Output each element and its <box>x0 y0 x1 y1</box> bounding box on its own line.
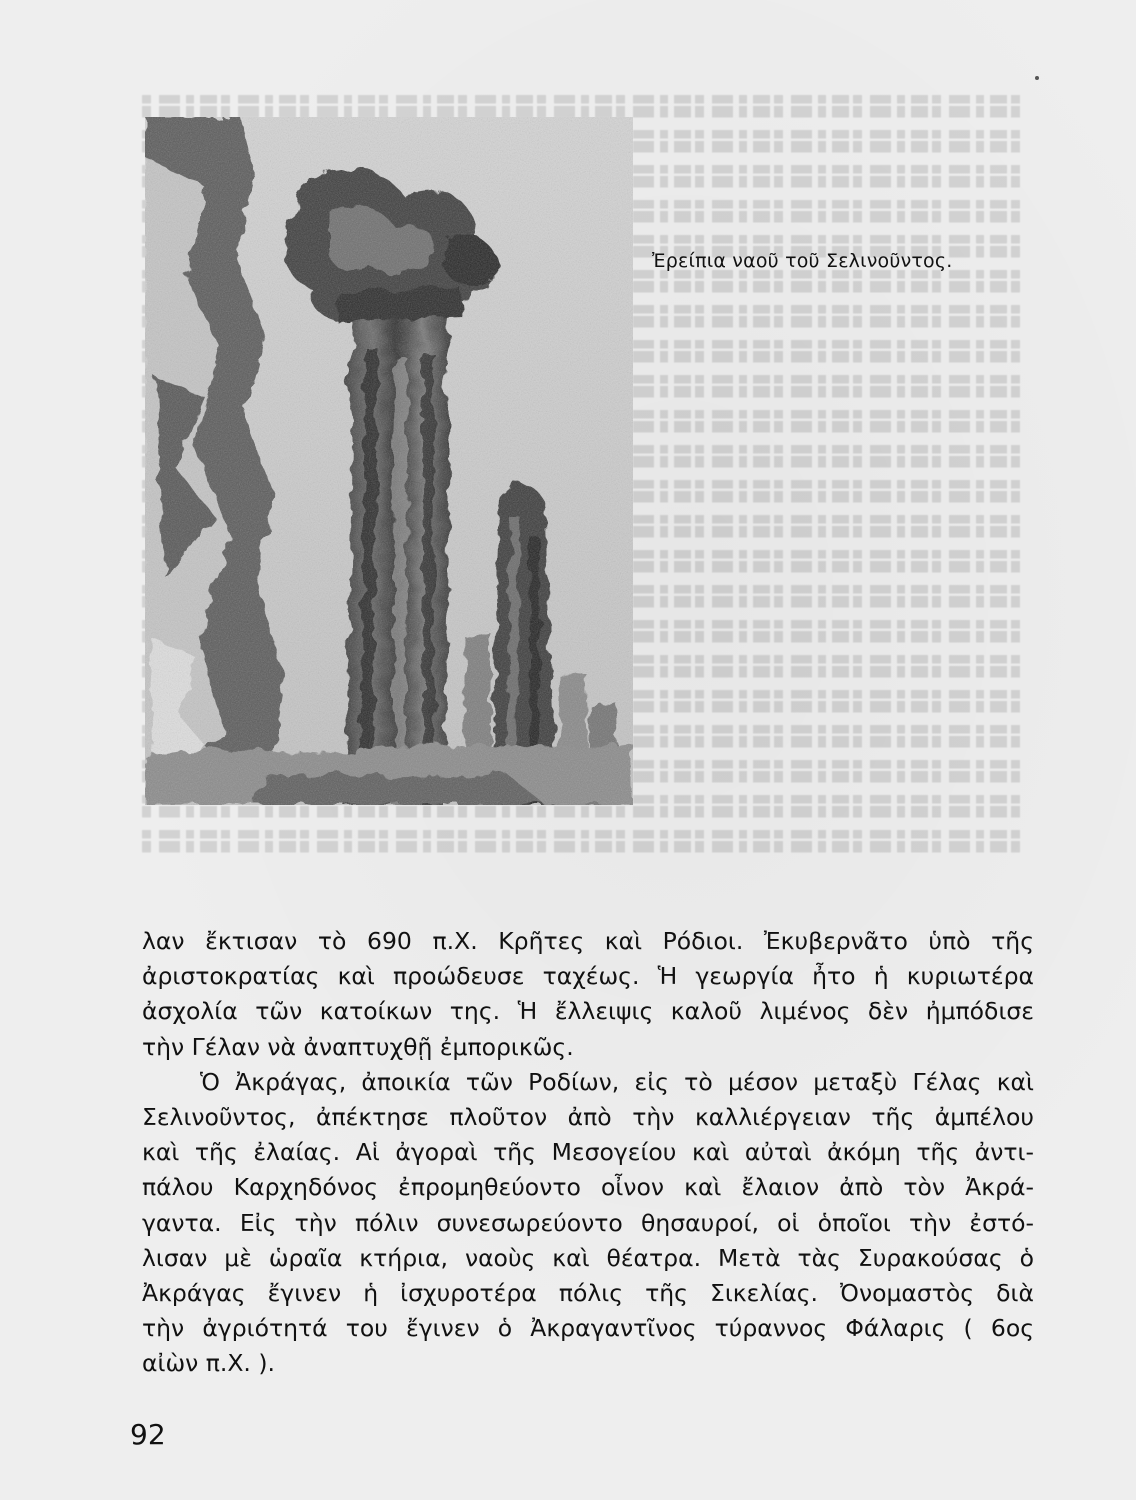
temple-ruins-photo <box>145 117 633 805</box>
text-line: καὶ τῆς ἐλαίας. Αἱ ἀγοραὶ τῆς Μεσογείου καὶ αὐταὶ ἀκόμη τῆς ἀντι- <box>142 1138 1034 1167</box>
text-line: Ἀκράγας ἔγινεν ἡ ἰσχυροτέρα πόλις τῆς Σικελίας. Ὀνομαστὸς διὰ <box>142 1278 1034 1307</box>
photo-caption: Ἐρείπια ναοῦ τοῦ Σελινοῦντος. <box>652 250 953 272</box>
text-line: λαν ἔκτισαν τὸ 690 π.Χ. Κρῆτες καὶ Ρόδιοι. Ἐκυβερνᾶτο ὑπὸ τῆς <box>142 927 1034 955</box>
text-line: ἀριστοκρατίας καὶ προώδευσε ταχέως. Ἡ γεωργία ἦτο ἡ κυριωτέρα <box>142 962 1034 991</box>
text-line: αἰὼν π.Χ. ). <box>142 1349 276 1378</box>
text-line: τὴν ἀγριότητά του ἔγινεν ὁ Ἀκραγαντῖνος τύραννος Φάλαρις ( 6ος <box>142 1314 1034 1343</box>
text-line: Ὁ Ἀκράγας, ἀποικία τῶν Ροδίων, εἰς τὸ μέσον μεταξὺ Γέλας καὶ <box>200 1067 1034 1096</box>
text-line: Σελινοῦντος, ἀπέκτησε πλοῦτον ἀπὸ τὴν καλλιέργειαν τῆς ἀμπέλου <box>142 1102 1034 1131</box>
body-text <box>142 924 1034 1381</box>
ink-speck <box>1035 76 1039 80</box>
page-number: 92 <box>130 1418 166 1451</box>
text-line: γαντα. Εἰς τὴν πόλιν συνεσωρεύοντο θησαυροί, οἱ ὁποῖοι τὴν ἐστό- <box>142 1208 1034 1237</box>
text-line: λισαν μὲ ὡραῖα κτήρια, ναοὺς καὶ θέατρα. Μετὰ τὰς Συρακούσας ὁ <box>142 1243 1034 1272</box>
text-line: πάλου Καρχηδόνος ἐπρομηθεύοντο οἶνον καὶ ἔλαιον ἀπὸ τὸν Ἀκρά- <box>142 1173 1034 1202</box>
text-line: ἀσχολία τῶν κατοίκων της. Ἡ ἔλλειψις καλοῦ λιμένος δὲν ἠμπόδισε <box>142 997 1034 1026</box>
text-line: τὴν Γέλαν νὰ ἀναπτυχθῇ ἐμπορικῶς. <box>142 1032 574 1061</box>
